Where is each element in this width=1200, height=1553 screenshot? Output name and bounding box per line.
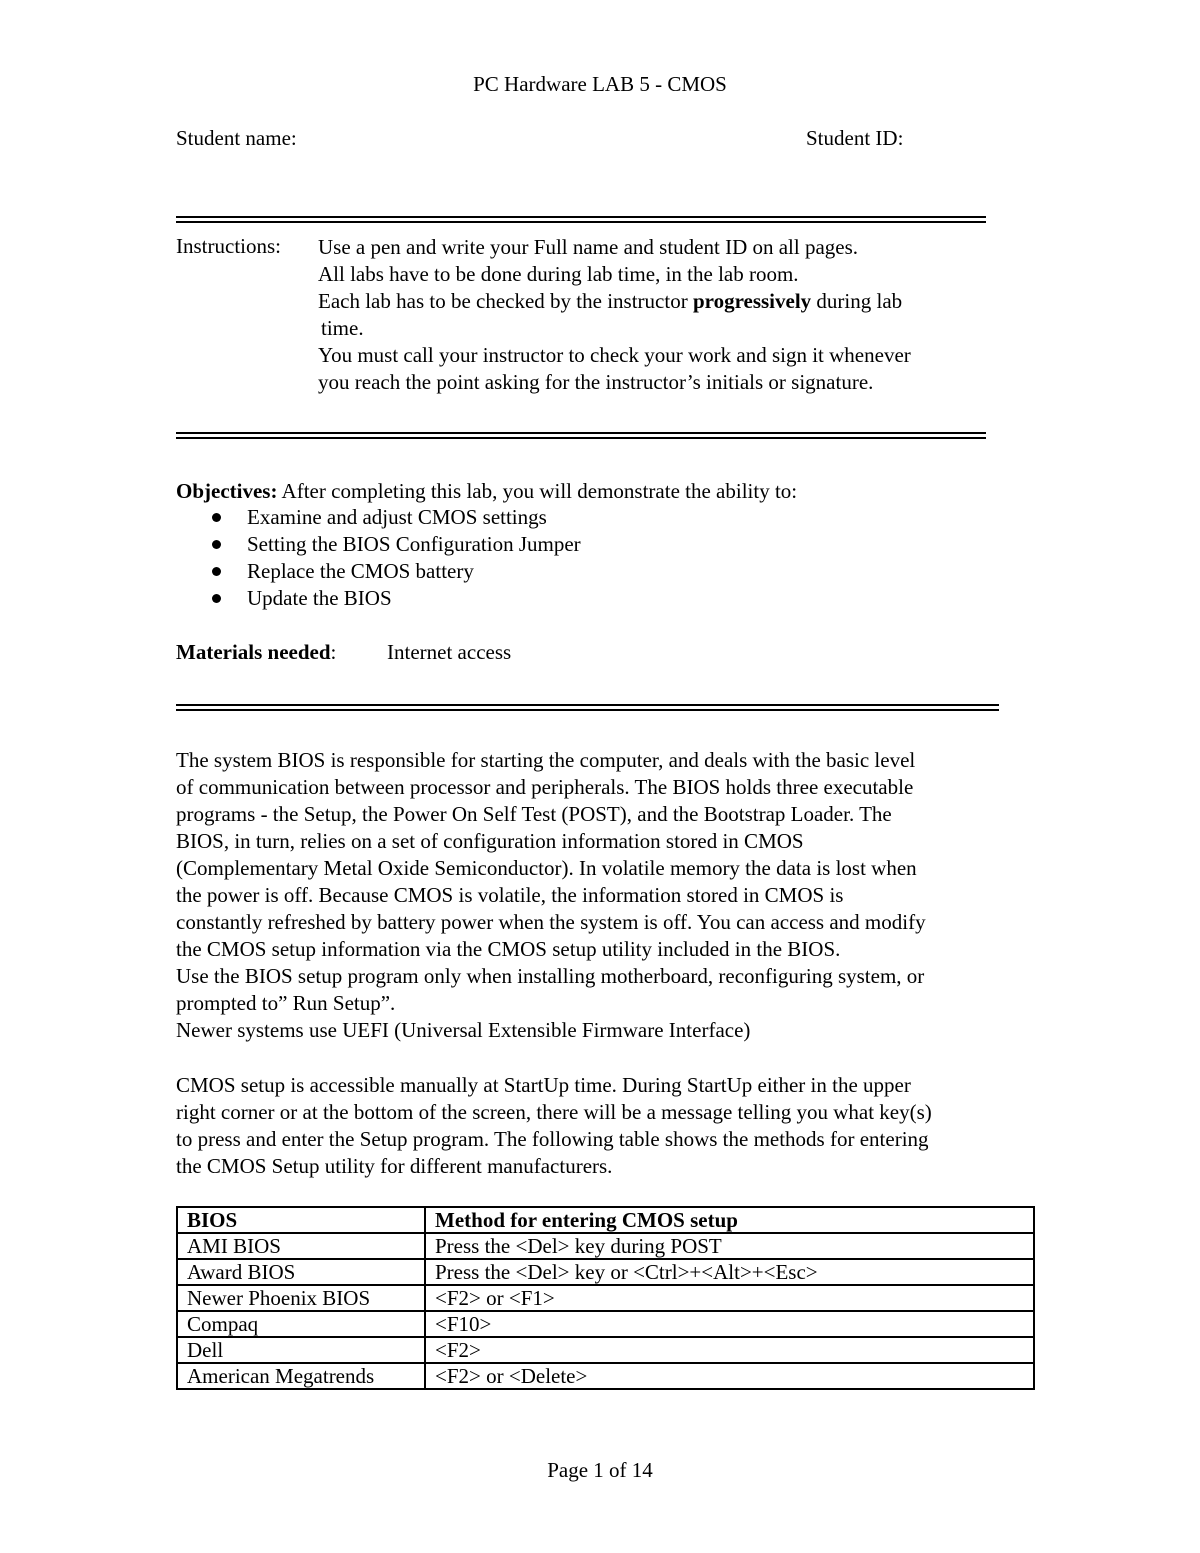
bullet-icon	[212, 513, 221, 522]
instruction-line: you reach the point asking for the instructor’s initials or signature.	[318, 370, 874, 394]
objectives-heading: Objectives: After completing this lab, you will demonstrate the ability to:	[176, 479, 798, 503]
table-row: Newer Phoenix BIOS <F2> or <F1>	[177, 1285, 1034, 1311]
instruction-line: All labs have to be done during lab time, in the lab room.	[318, 262, 799, 286]
instruction-line: time.	[321, 316, 364, 340]
objectives-list	[176, 504, 581, 612]
page-number: Page 1 of 14	[547, 1458, 653, 1482]
bullet-icon	[212, 567, 221, 576]
divider-top	[176, 216, 986, 223]
instructions-text	[318, 234, 998, 396]
instruction-line: You must call your instructor to check your work and sign it whenever	[318, 343, 911, 367]
emphasis-progressively: progressively	[692, 289, 812, 313]
student-name-label: Student name:	[176, 126, 297, 150]
materials-needed: Materials needed: Internet access	[176, 640, 512, 664]
student-id-label: Student ID:	[806, 126, 904, 150]
bullet-icon	[212, 594, 221, 603]
divider-bottom	[176, 704, 999, 711]
list-item: Setting the BIOS Configuration Jumper	[176, 531, 581, 558]
table-header: Method for entering CMOS setup	[425, 1207, 1034, 1233]
table-header-row	[177, 1207, 1034, 1233]
page-title: PC Hardware LAB 5 - CMOS	[473, 72, 727, 96]
instruction-line: Each lab has to be checked by the instructor progressively during lab	[318, 289, 903, 313]
list-item: Update the BIOS	[176, 585, 581, 612]
table-header: BIOS	[177, 1207, 425, 1233]
cmos-methods-table	[176, 1206, 1035, 1390]
instruction-line: Use a pen and write your Full name and student ID on all pages.	[318, 235, 859, 259]
list-item: Replace the CMOS battery	[176, 558, 581, 585]
bullet-icon	[212, 540, 221, 549]
instructions-label: Instructions:	[176, 234, 281, 258]
list-item: Examine and adjust CMOS settings	[176, 504, 581, 531]
divider-middle	[176, 432, 986, 439]
table-row: Compaq <F10>	[177, 1311, 1034, 1337]
materials-value: Internet access	[387, 640, 512, 664]
cmos-setup-paragraph: CMOS setup is accessible manually at StartUp time. During StartUp either in the upper right corner or at the bottom of the screen, there will be a message telling you what key(s) to press and enter the Setup program. The following table shows the methods for entering the CMOS Setup utility for different manufacturers.	[176, 1073, 932, 1178]
table-row: Award BIOS Press the <Del> key or <Ctrl>+<Alt>+<Esc>	[177, 1259, 1034, 1285]
table-row: Dell <F2>	[177, 1337, 1034, 1363]
table-row: American Megatrends <F2> or <Delete>	[177, 1363, 1034, 1389]
table-row: AMI BIOS Press the <Del> key during POST	[177, 1233, 1034, 1259]
bios-intro-paragraph: The system BIOS is responsible for starting the computer, and deals with the basic level of communication between processor and peripherals. The BIOS holds three executable programs - the Setup, the Power On Self Test (POST), and the Bootstrap Loader. The BIOS, in turn, relies on a set of configuration information stored in CMOS (Complementary Metal Oxide Semiconductor). In volatile memory the data is lost when the power is off. Because CMOS is volatile, the information stored in CMOS is constantly refreshed by battery power when the system is off. You can access and modify the CMOS setup information via the CMOS setup utility included in the BIOS. Use the BIOS setup program only when installing motherboard, reconfiguring system, or prompted to” Run Setup”. Newer systems use UEFI (Universal Extensible Firmware Interface)	[176, 748, 926, 1042]
